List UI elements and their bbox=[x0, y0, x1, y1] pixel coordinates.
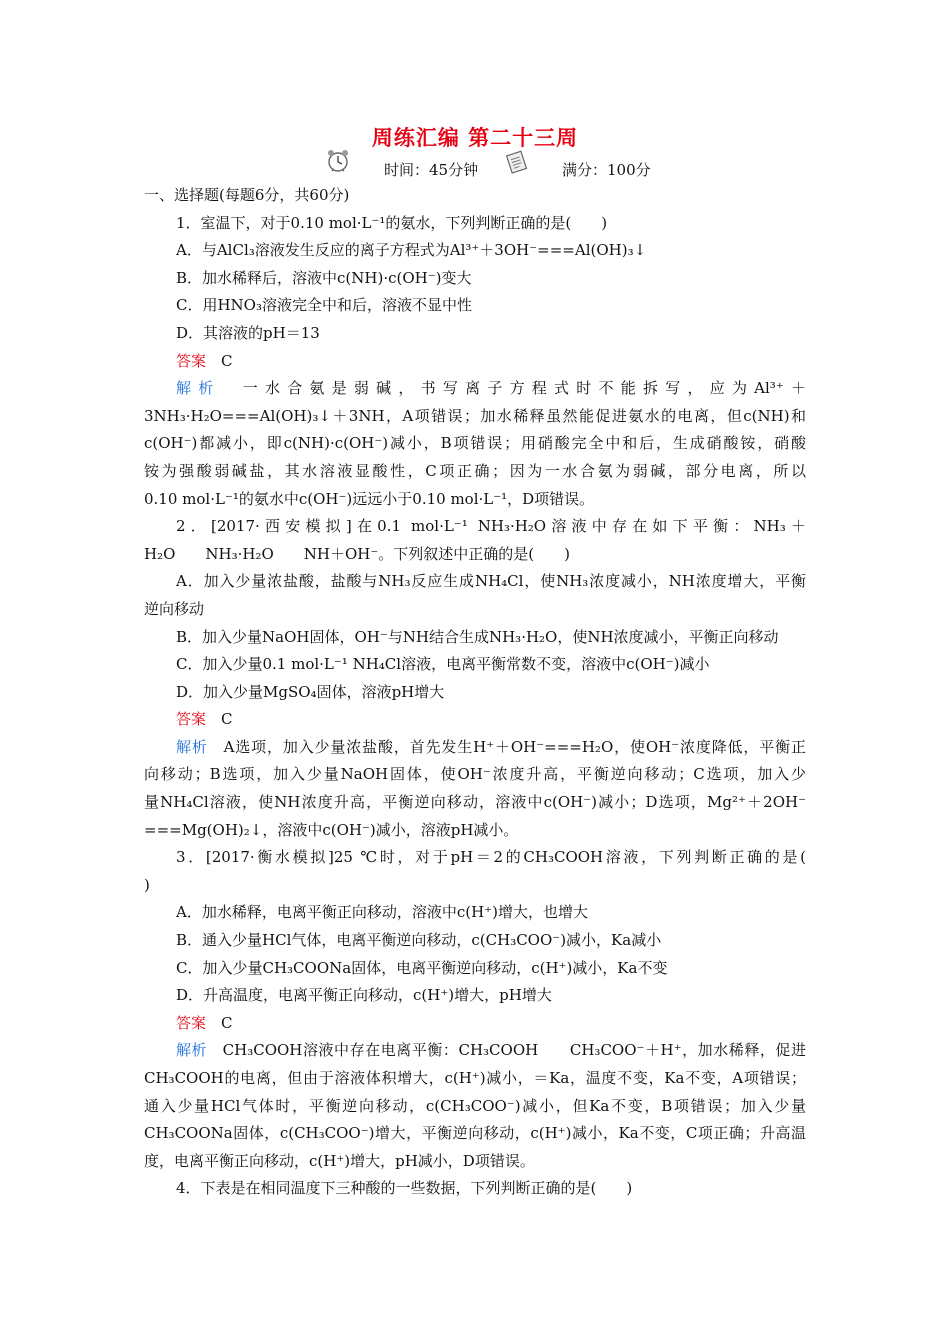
text-line bbox=[144, 513, 806, 541]
page-title: 周练汇编 第二十三周 bbox=[371, 125, 579, 150]
text-line bbox=[144, 237, 806, 265]
line-text: C bbox=[206, 1013, 233, 1032]
text-line bbox=[144, 844, 806, 872]
text-line bbox=[144, 182, 806, 210]
line-text: 1．室温下，对于0.10 mol·L⁻¹的氨水，下列判断正确的是( ) bbox=[176, 213, 608, 232]
line-text: 2．[2017·西安模拟]在0.1 mol·L⁻¹ NH₃·H₂O溶液中存在如下平衡：NH₃＋ bbox=[176, 517, 806, 536]
text-line bbox=[144, 403, 806, 431]
text-line bbox=[144, 706, 806, 734]
text-line bbox=[144, 265, 806, 293]
line-text: A选项，加入少量浓盐酸，首先发生H⁺＋OH⁻===H₂O，使OH⁻浓度降低，平衡正 bbox=[207, 737, 806, 756]
line-text: ) bbox=[144, 875, 150, 894]
answer-label: 答案 bbox=[176, 710, 207, 729]
text-line bbox=[144, 375, 806, 403]
text-line bbox=[144, 982, 806, 1010]
line-text: B．加水稀释后，溶液中c(NH)·c(OH⁻)变大 bbox=[176, 268, 472, 287]
text-line bbox=[144, 1065, 806, 1093]
alarm-clock-icon bbox=[326, 148, 350, 174]
line-text: 逆向移动 bbox=[144, 599, 205, 618]
text-line bbox=[144, 1010, 806, 1038]
document-body bbox=[144, 182, 806, 1203]
text-line bbox=[144, 734, 806, 762]
line-text: 4．下表是在相同温度下三种酸的一些数据，下列判断正确的是( ) bbox=[176, 1179, 633, 1198]
text-line bbox=[144, 486, 806, 514]
line-text: 一、选择题(每题6分，共60分) bbox=[144, 186, 350, 204]
text-line bbox=[144, 1148, 806, 1176]
line-text: A．加入少量浓盐酸，盐酸与NH₃反应生成NH₄Cl，使NH₃浓度减小，NH浓度增大，平衡 bbox=[176, 572, 806, 591]
line-text: D．加入少量MgSO₄固体，溶液pH增大 bbox=[176, 682, 445, 701]
text-line bbox=[144, 568, 806, 596]
text-line bbox=[144, 541, 806, 569]
text-line bbox=[144, 596, 806, 624]
analysis-label: 解析 bbox=[176, 379, 221, 398]
text-line bbox=[144, 292, 806, 320]
line-text: CH₃COOH的电离，但由于溶液体积增大，c(H⁺)减小，＝Ka，温度不变，Ka不变，A项错误； bbox=[144, 1069, 806, 1087]
text-line bbox=[144, 955, 806, 983]
test-paper-icon bbox=[504, 150, 530, 174]
line-text: CH₃COOH溶液中存在电离平衡：CH₃COOH CH₃COO⁻＋H⁺，加水稀释，促进 bbox=[207, 1041, 806, 1060]
text-line bbox=[144, 761, 806, 789]
analysis-label: 解析 bbox=[176, 737, 208, 756]
text-line bbox=[144, 789, 806, 817]
line-text: B．加入少量NaOH固体，OH⁻与NH结合生成NH₃·H₂O，使NH浓度减小，平衡正向移动 bbox=[176, 627, 779, 646]
analysis-label: 解析 bbox=[176, 1041, 208, 1060]
text-line bbox=[144, 348, 806, 376]
line-text: C．加入少量CH₃COONa固体，电离平衡逆向移动，c(H⁺)减小，Ka不变 bbox=[176, 958, 668, 977]
text-line bbox=[144, 927, 806, 955]
exam-score: 满分：100分 bbox=[562, 161, 651, 179]
text-line bbox=[144, 624, 806, 652]
text-line bbox=[144, 1093, 806, 1121]
line-text: A．与AlCl₃溶液发生反应的离子方程式为Al³⁺＋3OH⁻===Al(OH)₃↓ bbox=[176, 241, 647, 260]
line-text: 3．[2017·衡水模拟]25 ℃时，对于pH＝2的CH₃COOH溶液，下列判断正确的是( bbox=[176, 848, 806, 867]
line-text: 铵为强酸弱碱盐，其水溶液显酸性，C项正确；因为一水合氨为弱碱，部分电离，所以 bbox=[144, 461, 806, 480]
line-text: 量NH₄Cl溶液，使NH浓度升高，平衡逆向移动，溶液中c(OH⁻)减小；D选项，Mg²⁺＋2OH⁻ bbox=[144, 793, 806, 812]
line-text: 向移动；B选项，加入少量NaOH固体，使OH⁻浓度升高，平衡逆向移动；C选项，加入少 bbox=[144, 765, 806, 784]
line-text: H₂O NH₃·H₂O NH＋OH⁻。下列叙述中正确的是( ) bbox=[144, 544, 570, 563]
answer-label: 答案 bbox=[176, 351, 207, 370]
text-line bbox=[144, 320, 806, 348]
line-text: 3NH₃·H₂O===Al(OH)₃↓＋3NH，A项错误；加水稀释虽然能促进氨水的电离，但c(NH)和 bbox=[144, 406, 806, 425]
line-text: D．其溶液的pH＝13 bbox=[176, 323, 320, 342]
line-text: CH₃COONa固体，c(CH₃COO⁻)增大，平衡逆向移动，c(H⁺)减小，Ka不变，C项正确；升高温 bbox=[144, 1124, 806, 1143]
line-text: 度，电离平衡正向移动，c(H⁺)增大，pH减小，D项错误。 bbox=[144, 1151, 535, 1170]
text-line bbox=[144, 430, 806, 458]
line-text: C bbox=[206, 710, 233, 729]
text-line bbox=[144, 210, 806, 238]
text-line bbox=[144, 1120, 806, 1148]
text-line bbox=[144, 899, 806, 927]
text-line bbox=[144, 817, 806, 845]
text-line bbox=[144, 679, 806, 707]
text-line bbox=[144, 458, 806, 486]
text-line bbox=[144, 1175, 806, 1203]
line-text: 通入少量HCl气体时，平衡逆向移动，c(CH₃COO⁻)减小，但Ka不变，B项错误；加入少量 bbox=[144, 1096, 806, 1115]
line-text: ===Mg(OH)₂↓，溶液中c(OH⁻)减小，溶液pH减小。 bbox=[144, 820, 519, 839]
text-line bbox=[144, 1037, 806, 1065]
text-line bbox=[144, 651, 806, 679]
line-text: C．用HNO₃溶液完全中和后，溶液不显中性 bbox=[176, 296, 472, 315]
line-text: 0.10 mol·L⁻¹的氨水中c(OH⁻)远远小于0.10 mol·L⁻¹，D项错误。 bbox=[144, 489, 595, 508]
answer-label: 答案 bbox=[176, 1013, 207, 1032]
line-text: A．加水稀释，电离平衡正向移动，溶液中c(H⁺)增大，也增大 bbox=[176, 903, 588, 922]
line-text: C．加入少量0.1 mol·L⁻¹ NH₄Cl溶液，电离平衡常数不变，溶液中c(OH⁻)减小 bbox=[176, 655, 710, 674]
text-line bbox=[144, 872, 806, 900]
line-text: c(OH⁻)都减小，即c(NH)·c(OH⁻)减小，B项错误；用硝酸完全中和后，生成硝酸铵，硝酸 bbox=[144, 434, 806, 453]
line-text: C bbox=[206, 351, 233, 370]
line-text: D．升高温度，电离平衡正向移动，c(H⁺)增大，pH增大 bbox=[176, 986, 552, 1005]
line-text: B．通入少量HCl气体，电离平衡逆向移动，c(CH₃COO⁻)减小，Ka减小 bbox=[176, 931, 662, 950]
exam-time: 时间：45分钟 bbox=[384, 161, 479, 179]
line-text: 一水合氨是弱碱，书写离子方程式时不能拆写，应为Al³⁺＋ bbox=[220, 379, 806, 398]
